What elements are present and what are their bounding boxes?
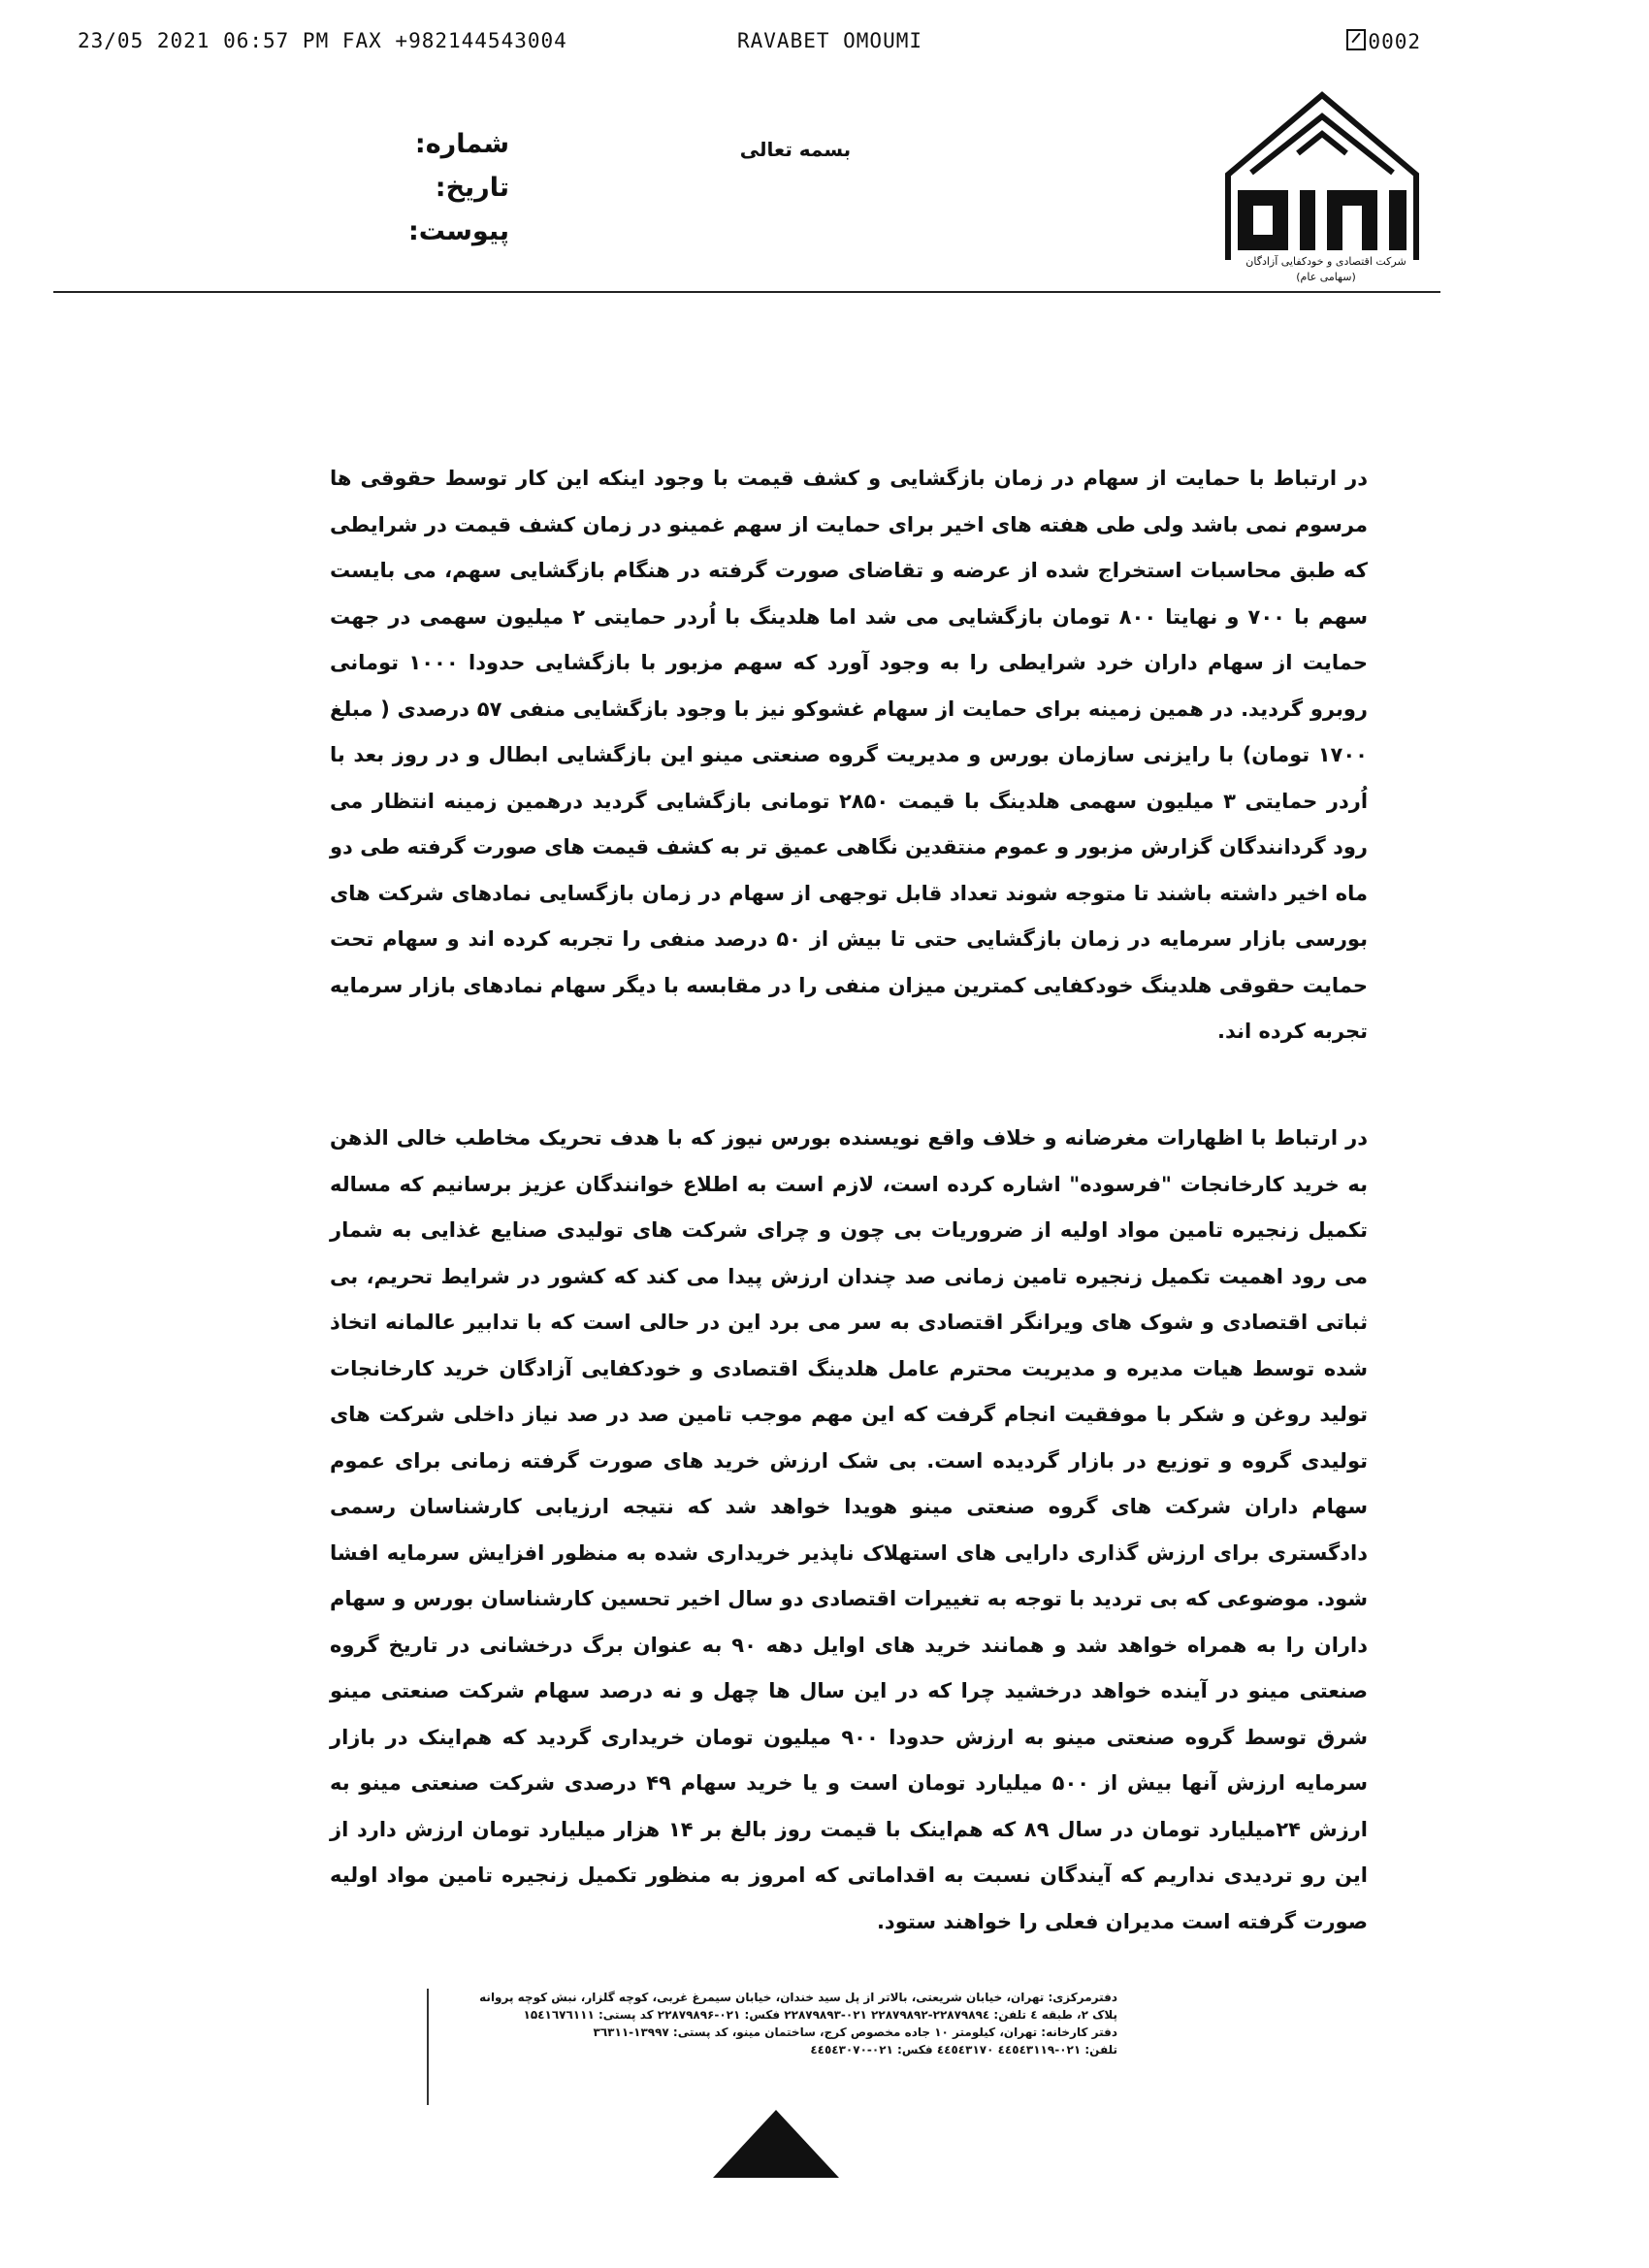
number-label: شماره: — [414, 129, 509, 159]
letter-meta — [383, 122, 509, 253]
basmala: بسمه تعالی — [739, 138, 852, 161]
footer-address — [427, 1989, 1125, 2105]
date-label: تاریخ: — [435, 173, 509, 203]
fax-sender: RAVABET OMOUMI — [737, 29, 923, 52]
footer-line: تلفن: ۰۲۱-٤٤٥٤۳۱۱۹ ٤٤٥٤۳۱۷۰ فکس: ۰۲۱-٤٤٥٤۳۰۷۰ — [810, 2043, 1117, 2057]
checkbox-icon — [1346, 29, 1366, 50]
footer-line: پلاک ۲، طبقه ٤ تلفن: ۲۲۸۷۹۸۹٤-۲۲۸۷۹۸۹۲ ۰۲۱-۲۲۸۷۹۸۹۳ فکس: ۰۲۱-۲۲۸۷۹۸۹۶ کد پستی: ۱۵٤۱٦۷٦۱۱۱ — [523, 2008, 1117, 2022]
logo-caption: شرکت اقتصادی و خودکفایی آزادگان (سهامی عام) — [1245, 255, 1406, 283]
footer-line: دفتر کارخانه: تهران، کیلومتر ۱۰ جاده مخصوص کرج، ساختمان مینو، کد پستی: ۱۳۹۹۷-۳٦۳۱۱ — [593, 2025, 1117, 2039]
attachment-label: پیوست: — [407, 216, 509, 246]
body-paragraph-2: در ارتباط با اظهارات مغرضانه و خلاف واقع نویسنده بورس نیوز که با هدف تحریک مخاطب خالی الذهن به خرید کارخانجات "فرسوده" اشاره کرده است، لازم است به اطلاع خوانندگان عزیز برسانیم که مساله تکمیل زنجیره تامین مواد اولیه از ضروریات بی چون و چرای شرکت های تولیدی صنایع غذایی به شمار می رود اهمیت تکمیل زنجیره تامین زمانی صد چندان ارزش پیدا می کند که کشور در شرایط تحریم، بی ثباتی اقتصادی و شوک های ویرانگر اقتصادی به سر می برد این در حالی است که با تدابیر عالمانه اتخاذ شده توسط هیات مدیره و مدیریت محترم عامل هلدینگ اقتصادی و خودکفایی آزادگان خرید کارخانجات تولید روغن و شکر با موفقیت انجام گرفت که این مهم موجب تامین صد در صد نیاز داخلی شرکت های تولیدی گروه و توزیع در بازار گردیده است. بی شک ارزش خرید های صورت گرفته زمانی برای عموم سهام داران شرکت های گروه صنعتی مینو هویدا خواهد شد که نتیجه ارزیابی کارشناسان رسمی دادگستری برای ارزش گذاری دارایی های استهلاک ناپذیر خریداری شده به منظور افزایش سرمایه افشا شود. موضوعی که بی تردید با توجه به تغییرات اقتصادی دو سال اخیر تحسین کارشناسان بورس و سهام داران را به همراه خواهد شد و همانند خرید های اوایل دهه ۹۰ به عنوان برگ درخشانی در تاریخ گروه صنعتی مینو در آینده خواهد درخشید چرا که در این سال ها چهل و نه درصد سهام شرکت صنعتی مینو شرق توسط گروه صنعتی مینو به ارزش حدودا ۹۰۰ میلیون تومان خریداری گردید که هم‌اینک در بازار سرمایه ارزش آنها بیش از ۵۰۰ میلیارد تومان است و یا خرید سهام ۴۹ درصدی شرکت صنعتی مینو به ارزش ۲۴میلیارد تومان در سال ۸۹ که هم‌اینک با قیمت روز بالغ بر ۱۴ هزار میلیارد تومان ارزش دارد از این رو تردیدی نداریم که آیندگان نسبت به اقداماتی که امروز به منظور تکمیل زنجیره تامین مواد اولیه صورت گرفته است مدیران فعلی را خواهند ستود. — [330, 1126, 1369, 1933]
fax-datetime: 23/05 2021 06:57 PM FAX +982144543004 — [78, 29, 567, 52]
header-divider — [53, 291, 1440, 293]
fax-page: 0002 — [1346, 29, 1421, 53]
footer-line: دفترمرکزی: تهران، خیابان شریعتی، بالاتر از پل سید خندان، خیابان سیمرغ غربی، کوچه گلزار، نبش کوچه پروانه — [479, 1991, 1117, 2004]
triangle-icon — [713, 2110, 839, 2178]
fax-header — [78, 29, 1421, 58]
body-paragraph-1: در ارتباط با حمایت از سهام در زمان بازگشایی و کشف قیمت با وجود اینکه این کار توسط حقوقی ها مرسوم نمی باشد ولی طی هفته های اخیر برای حمایت از سهم غمینو در زمان کشف قیمت در شرایطی که طبق محاسبات استخراج شده از عرضه و تقاضای صورت گرفته در هنگام بازگشایی سهم، می بایست سهم با ۷۰۰ و نهایتا ۸۰۰ تومان بازگشایی می شد اما هلدینگ با اُردر حمایتی ۲ میلیون سهمی در جهت حمایت از سهام داران خرد شرایطی را به وجود آورد که سهم مزبور با بازگشایی حدودا ۱۰۰۰ تومانی روبرو گردید. در همین زمینه برای حمایت از سهام غشوکو نیز با وجود بازگشایی منفی ۵۷ درصدی ( مبلغ ۱۷۰۰ تومان) با رایزنی سازمان بورس و مدیریت گروه صنعتی مینو این بازگشایی ابطال و در روز بعد با اُردر حمایتی ۳ میلیون سهمی هلدینگ با قیمت ۲۸۵۰ تومانی بازگشایی گردید درهمین زمینه انتظار می رود گردانندگان گزارش مزبور و عموم منتقدین نگاهی عمیق تر به کشف قیمت های صورت گرفته طی دو ماه اخیر داشته باشند تا متوجه شوند تعداد قابل توجهی از سهام در زمان بازگسایی نمادهای شرکت های بورسی بازار سرمایه در زمان بازگشایی حتی تا بیش از ۵۰ درصد منفی را تجربه کرده اند و سهام تحت حمایت حقوقی هلدینگ خودکفایی کمترین میزان منفی را در مقابسه با دیگر سهام نمادهای بازار سرمایه تجربه کرده اند. — [330, 467, 1369, 1043]
